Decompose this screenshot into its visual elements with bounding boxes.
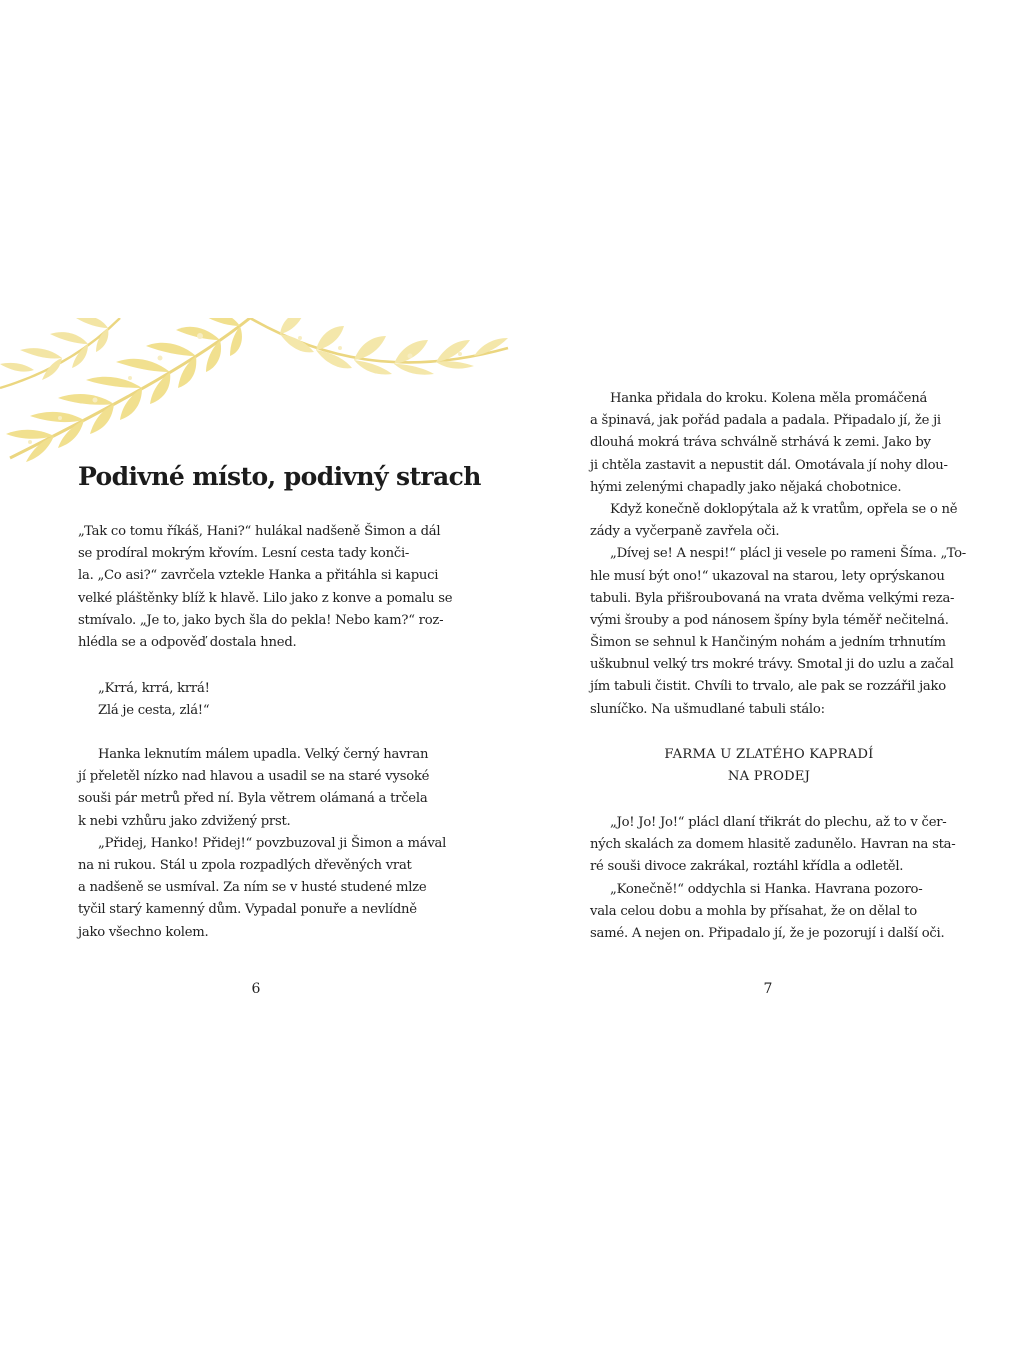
text-line: Když konečně doklopýtala až k vratům, opřela se o ně [610,501,958,517]
text-line: k nebi vzhůru jako zdvižený prst. [78,813,291,829]
text-line: vými šrouby a pod nánosem špíny byla téměř nečitelná. [590,612,949,628]
text-line: la. „Co asi?“ zavrčela vztekle Hanka a přitáhla si kapuci [78,568,439,584]
text-line: stmívalo. „Je to, jako bych šla do pekla! Nebo kam?“ roz- [78,612,444,628]
verse-line: „Krrá, krrá, krrá! [98,681,210,696]
text-line: „Jo! Jo! Jo!“ plácl dlaní třikrát do plechu, až to v čer- [610,815,947,830]
text-line: hlédla se a odpověď dostala hned. [78,634,297,650]
right-paragraph-2 [590,812,956,945]
text-line: jako všechno kolem. [78,924,209,940]
text-line: na ni rukou. Stál u zpola rozpadlých dřevěných vrat [78,857,412,873]
text-line: ji chtěla zastavit a nepustit dál. Omotávala jí nohy dlou- [590,457,948,473]
text-line: ných skalách za domem hlasitě zadunělo. Havran na sta- [590,837,956,853]
sign-line: FARMA U ZLATÉHO KAPRADÍ [664,747,874,762]
text-line: „Dívej se! A nespi!“ plácl ji vesele po rameni Šíma. „To- [610,546,966,562]
page-number-left: 6 [251,981,261,997]
page-number-right: 7 [763,981,773,997]
text-line: uškubnul velký trs mokré trávy. Smotal ji do uzlu a začal [590,657,954,673]
text-line: hými zelenými chapadly jako nějaká chobotnice. [590,479,902,495]
text-line: a špinavá, jak pořád padala a padala. Připadalo jí, že ji [590,413,941,429]
text-line: „Přidej, Hanko! Přidej!“ povzbuzoval ji Šimon a mával [98,835,447,851]
text-line: souši pár metrů před ní. Byla větrem olámaná a trčela [78,791,428,807]
text-line: „Tak co tomu říkáš, Hani?“ hulákal nadšeně Šimon a dál [78,524,441,539]
text-line: zády a vyčerpaně zavřela oči. [590,524,780,540]
left-verse [98,678,456,722]
verse-line: Zlá je cesta, zlá!“ [98,703,210,719]
text-line: dlouhá mokrá tráva schválně strhává k zemi. Jako by [590,435,931,451]
text-line: „Konečně!“ oddychla si Hanka. Havrana pozoro- [610,881,923,897]
text-line: vala celou dobu a mohla by přísahat, že on dělal to [590,903,917,919]
text-line: jí přeletěl nízko nad hlavou a usadil se na staré vysoké [78,769,430,785]
text-line: jím tabuli čistit. Chvíli to trvalo, ale pak se rozzářil jako [590,679,946,695]
left-paragraph-1 [78,521,453,654]
farm-sign-text [590,744,948,788]
left-paragraph-2 [78,744,447,944]
text-line: Šimon se sehnul k Hančiným nohám a jedním trhnutím [590,635,946,651]
text-line: Hanka přidala do kroku. Kolena měla promáčená [610,391,928,406]
text-line: velké pláštěnky blíž k hlavě. Lilo jako z konve a pomalu se [78,590,453,606]
text-line: ré souši divoce zakrákal, roztáhl křídla a odletěl. [590,859,904,875]
text-line: samé. A nejen on. Připadalo jí, že je pozorují i další oči. [590,925,945,941]
text-line: sluníčko. Na ušmudlané tabuli stálo: [590,701,825,717]
text-line: tyčil starý kamenný dům. Vypadal ponuře a nevlídně [78,902,417,918]
text-line: hle musí být ono!“ ukazoval na starou, lety oprýskanou [590,568,945,584]
sign-line: NA PRODEJ [727,769,811,785]
text-line: se prodíral mokrým křovím. Lesní cesta tady konči- [78,546,410,562]
chapter-title: Podivné místo, podivný strach [78,462,481,491]
text-line: tabuli. Byla přišroubovaná na vrata dvěma velkými reza- [590,590,955,606]
text-line: Hanka leknutím málem upadla. Velký černý havran [98,747,429,762]
fern-illustration-icon [0,318,512,468]
text-line: a nadšeně se usmíval. Za ním se v husté studené mlze [78,880,427,896]
right-paragraph-1 [590,388,966,721]
